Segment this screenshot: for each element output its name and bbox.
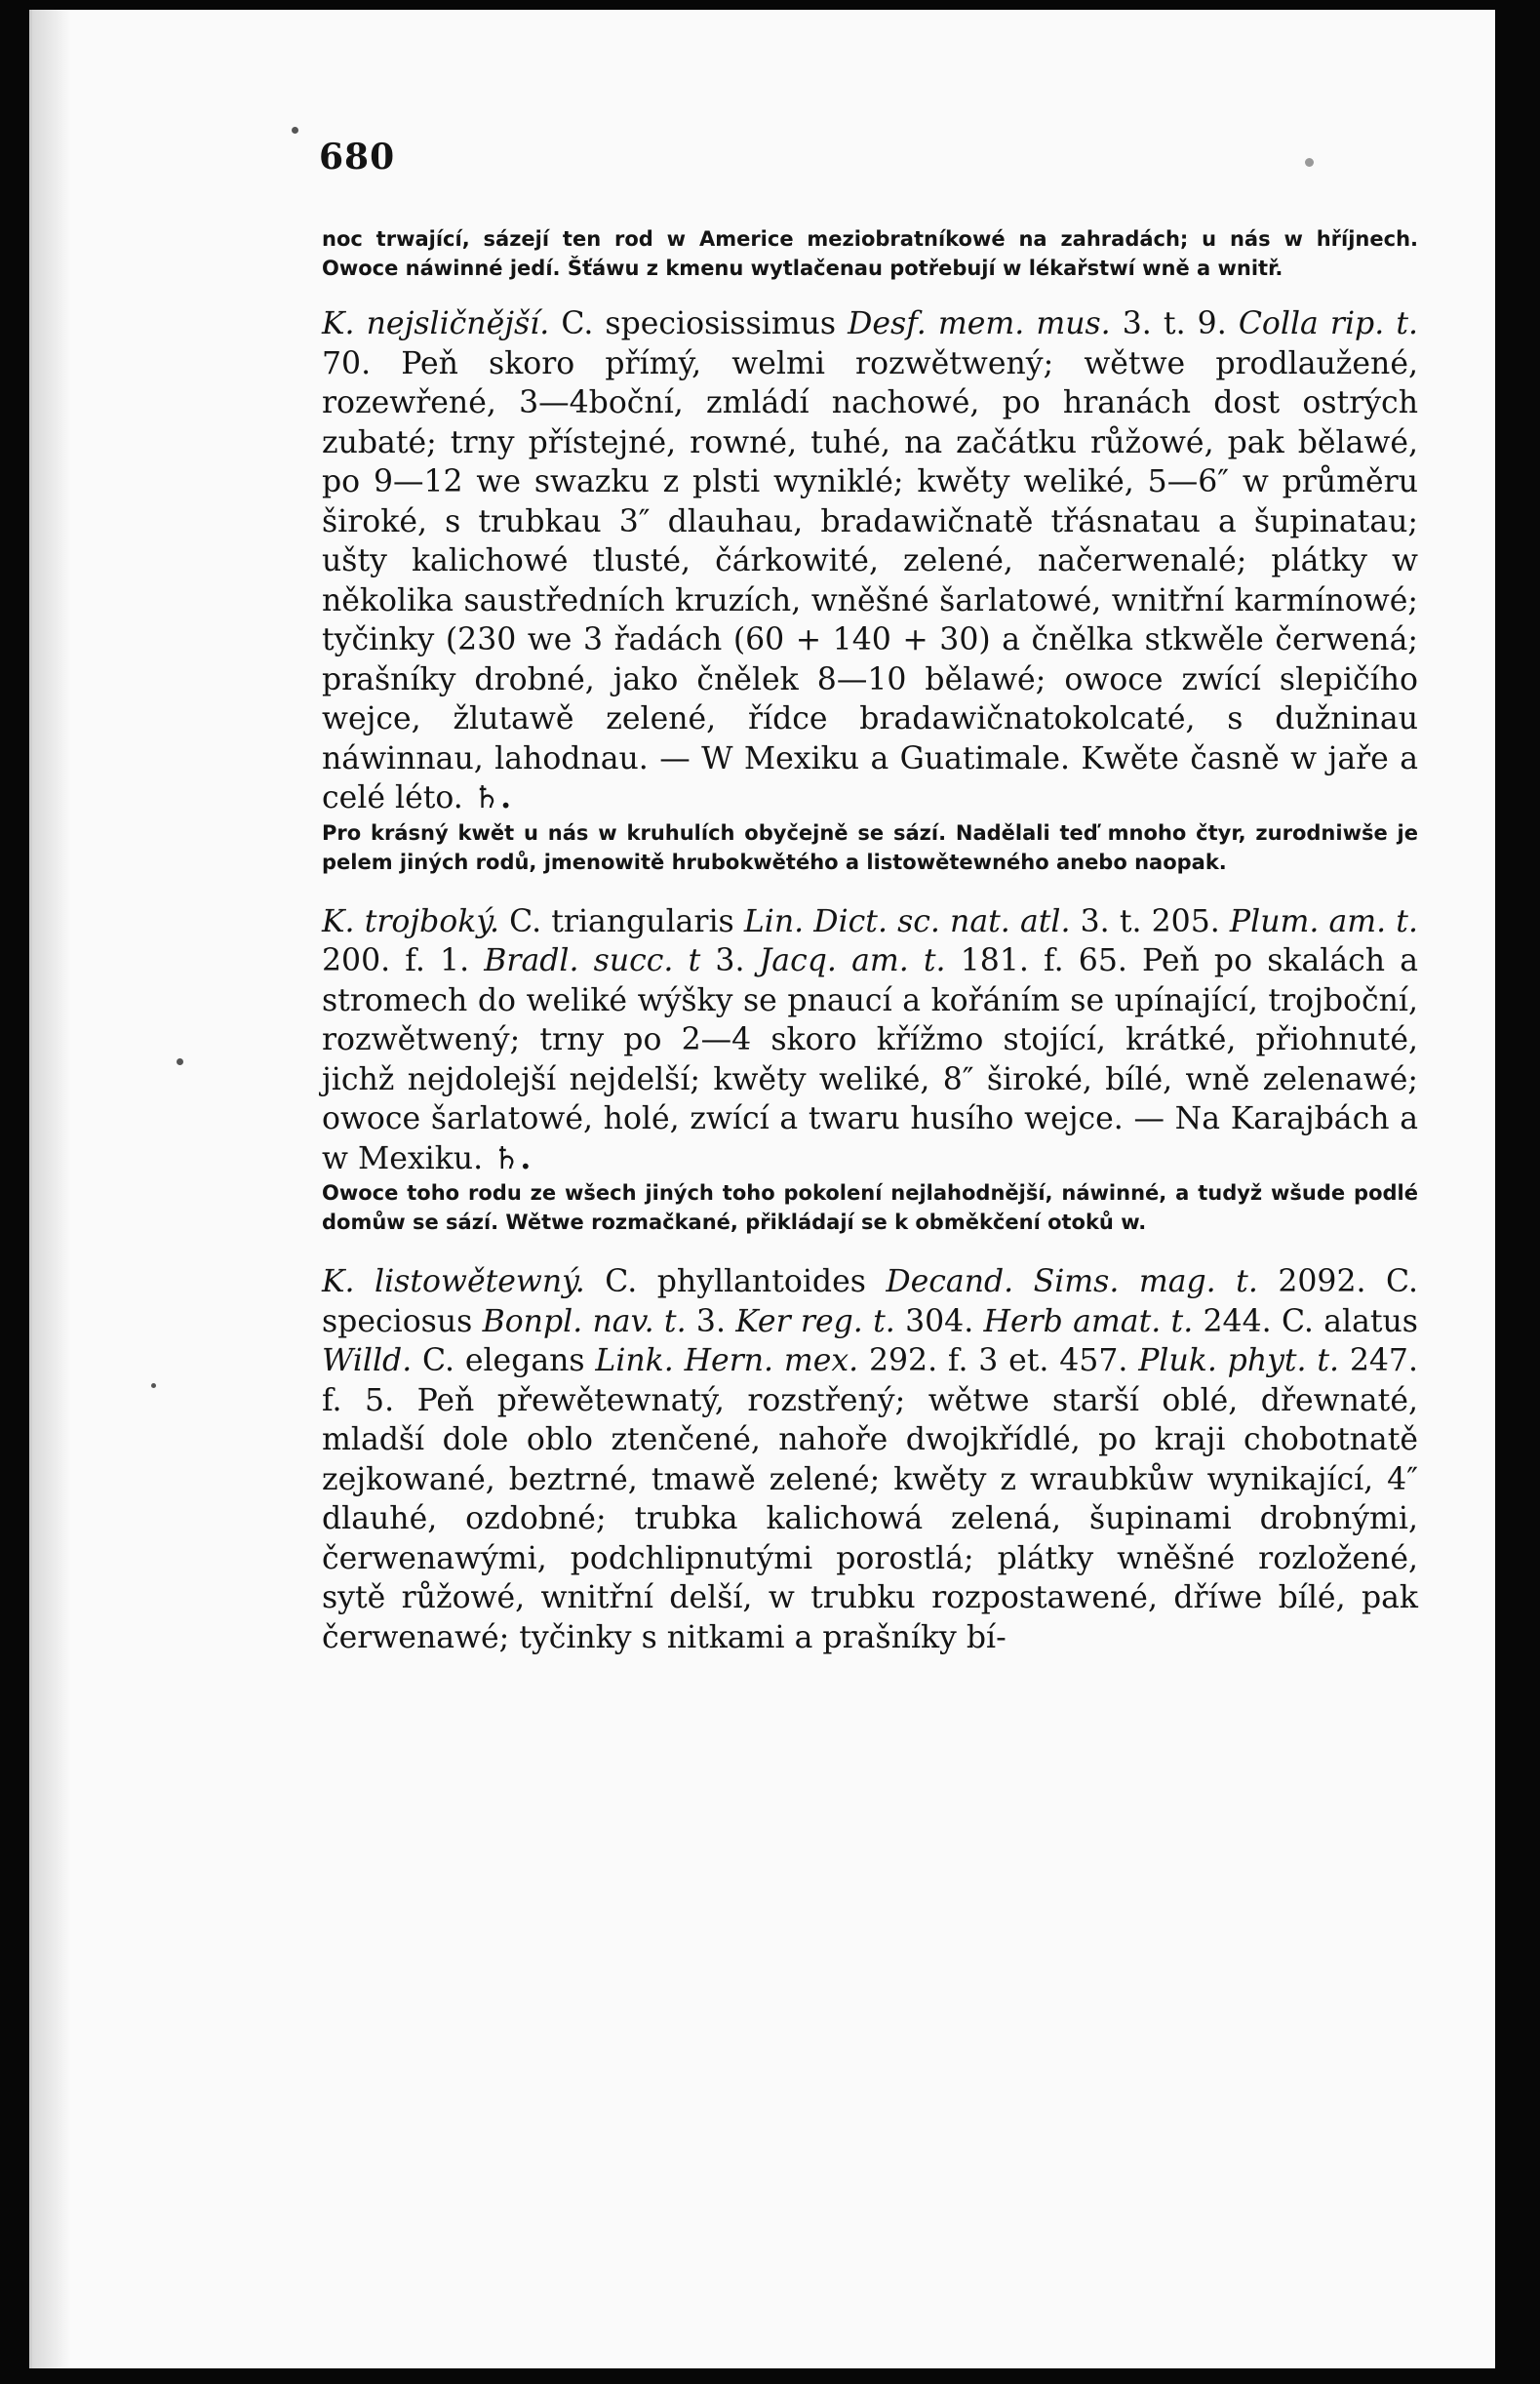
- species-ref: 2092. C. speciosus: [322, 1264, 1418, 1339]
- note-paragraph: Owoce toho rodu ze wšech jiných toho pokolení nejlahodnější, náwinné, a tudyž wšude podlé domůw se sází. Wětwe rozmačkané, přikládají se k obměkčení otoků w.: [322, 1181, 1418, 1234]
- citation: Lin. Dict. sc. nat. atl.: [743, 903, 1071, 939]
- ink-speck: [151, 1383, 156, 1388]
- species-name: K. nejsličnější.: [322, 306, 550, 341]
- note-paragraph: noc trwající, sázejí ten rod w Americe meziobratníkowé na zahradách; u nás w hříjnech. Owoce náwinné jedí. Šťáwu z kmenu wytlačenau potřebují w lékařstwí wně a wnitř.: [322, 227, 1418, 280]
- citation: Pluk. phyt. t.: [1138, 1343, 1340, 1378]
- species-entry-speciosissimus: [322, 304, 1418, 818]
- citation: Plum. am. t.: [1229, 903, 1418, 939]
- citation: Colla rip. t.: [1238, 306, 1418, 341]
- species-description: Peň po skalách a stromech do weliké wýšky se pnaucí a kořáním se upínající, trojboční, rozwětwený; trny po 2—4 skoro křížmo stojící, krátké, přiohnuté, jichž nejdolejší nejdelší; kwěty weliké, 8″ široké, bílé, wně zelenawé; owoce šarlatowé, holé, zwící a twaru husího wejce. — Na Karajbách a w Mexiku.: [322, 943, 1418, 1176]
- species-description: 70. Peň skoro přímý, welmi rozwětwený; wětwe prodlaužené, rozewřené, 3—4boční, zmládí nachowé, po hranách dost ostrých zubaté; trny přístejné, rowné, tuhé, na začátku růžowé, pak bělawé, po 9—12 we swazku z plsti wyniklé; kwěty weliké, 5—6″ w průměru široké, s trubkau 3″ dlauhau, bradawičnatě třásnatau a šupinatau; ušty kalichowé tlusté, čárkowité, zelené, načerwenalé; plátky w několika saustředních kruzích, wněšné šarlatowé, wnitřní karmínowé; tyčinky (230 we 3 řadách (60 + 140 + 30) a čnělka stkwěle čerwená; prašníky drobné, jako čnělek 8—10 bělawé; owoce zwící slepičího wejce, žlutawě zelené, řídce bradawičnatokolcaté, s dužninau náwinnau, lahodnau. — W Mexiku a Guatimale. Kwěte časně w jaře a celé léto.: [322, 345, 1418, 815]
- species-ref: 304.: [894, 1303, 984, 1339]
- citation: Link. Hern. mex.: [595, 1343, 859, 1378]
- note-paragraph: Pro krásný kwět u nás w kruhulích obyčejně se sází. Nadělali teď mnoho čtyr, zurodniwše je pelem jiných rodů, jmenowitě hrubokwětého a listowětewného anebo naopak.: [322, 820, 1418, 874]
- species-entry-phyllantoides: [322, 1262, 1418, 1657]
- species-ref: C. elegans: [412, 1343, 596, 1378]
- species-ref: 247. f. 5.: [322, 1343, 1418, 1418]
- species-ref: 3. t. 9.: [1110, 306, 1239, 341]
- spacer: [322, 283, 1418, 304]
- citation: Desf. mem. mus.: [848, 306, 1111, 341]
- citation: Jacq. am. t.: [759, 943, 946, 978]
- citation: Bonpl. nav. t.: [482, 1303, 687, 1339]
- species-ref: 181. f. 65.: [945, 943, 1143, 978]
- ink-speck: [292, 127, 298, 134]
- citation: Willd.: [322, 1343, 413, 1378]
- spacer: [322, 1237, 1418, 1262]
- species-ref: 3. t. 205.: [1070, 903, 1230, 939]
- citation: Herb amat. t.: [983, 1303, 1194, 1339]
- page-edge-shadow: [32, 10, 71, 2368]
- shrub-symbol: ♄.: [493, 1139, 532, 1176]
- species-ref: C. triangularis: [498, 903, 744, 939]
- species-ref: 292. f. 3 et. 457.: [858, 1343, 1139, 1378]
- species-name: K. listowětewný.: [322, 1264, 585, 1299]
- page-number: 680: [319, 137, 396, 178]
- species-ref: C. phyllantoides: [584, 1264, 887, 1299]
- species-ref: 244. C. alatus: [1193, 1303, 1418, 1339]
- species-description: Peň přewětewnatý, rozstřený; wětwe starší oblé, dřewnaté, mladší dole oblo ztenčené, nahoře dwojkřídlé, po kraji chobotnatě zejkowané, beztrné, tmawě zelené; kwěty z wraubkůw wynikající, 4″ dlauhé, ozdobné; trubka kalichowá zelená, šupinami drobnými, čerwenawými, podchlipnutými porostlá; plátky wněšné rozložené, sytě růžowé, wnitřní delší, w trubku rozpostawené, dříwe bílé, pak čerwenawé; tyčinky s nitkami a prašníky bí-: [322, 1382, 1418, 1655]
- spacer: [322, 877, 1418, 902]
- species-ref: 200. f. 1.: [322, 943, 485, 978]
- species-ref: 3.: [700, 943, 760, 978]
- citation: Bradl. succ. t: [484, 943, 701, 978]
- text-column: [322, 224, 1418, 1657]
- ink-speck: [177, 1058, 183, 1065]
- ink-speck: [1305, 158, 1314, 167]
- shrub-symbol: ♄.: [472, 779, 512, 815]
- species-ref: 3.: [686, 1303, 736, 1339]
- species-entry-triangularis: [322, 902, 1418, 1179]
- citation: Ker reg. t.: [735, 1303, 895, 1339]
- species-name: K. trojboký.: [322, 903, 499, 939]
- citation: Decand. Sims. mag. t.: [886, 1264, 1258, 1299]
- species-ref: C. speciosissimus: [549, 306, 849, 341]
